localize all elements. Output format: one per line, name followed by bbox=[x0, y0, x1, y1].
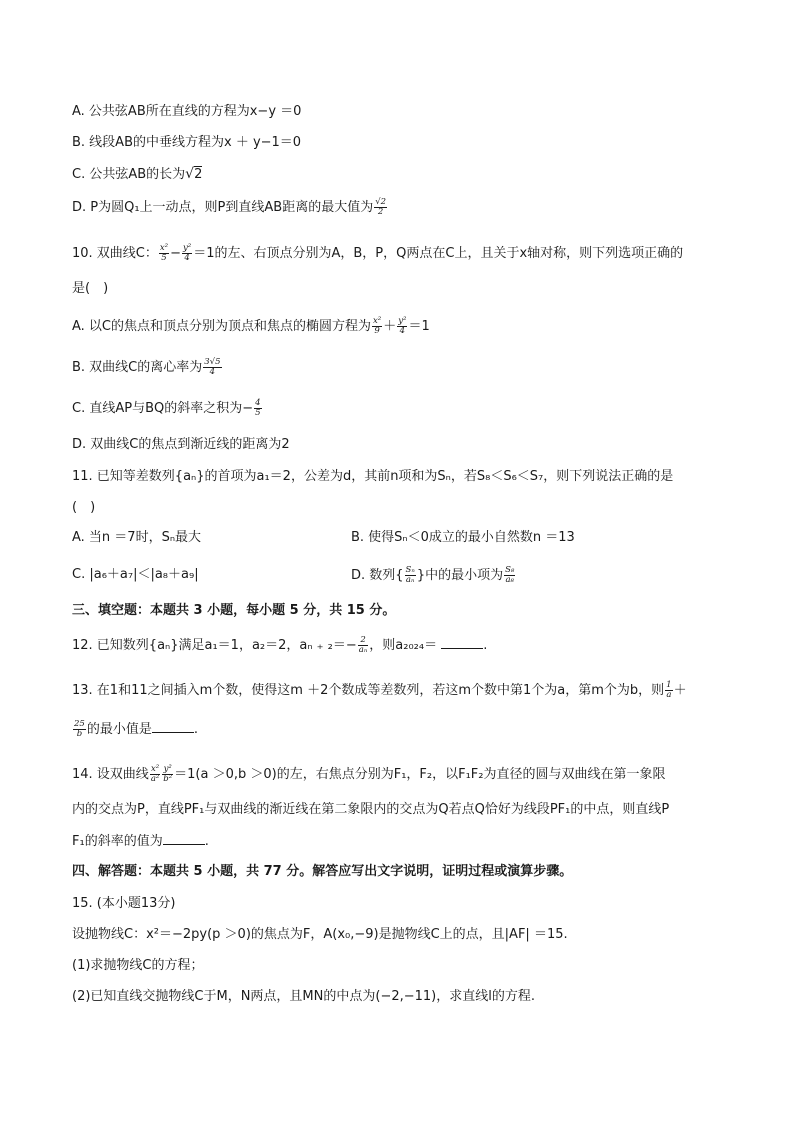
fraction: $\frac{3√5}{4}$ bbox=[204, 357, 221, 377]
q13-stem-cont: $\frac{25}{b}$ 的最小值是 . bbox=[74, 719, 198, 739]
q11-option-a: A. 当n ＝7时，Sₙ最大 bbox=[72, 530, 202, 545]
q12-stem: 12. 已知数列{aₙ}满足a₁＝1，a₂＝2，aₙ ₊ ₂＝− $\frac{2}{\text{aₙ}}$ ，则a₂₀₂₄＝ . bbox=[72, 635, 488, 655]
fraction: $\frac{\text{S₈}}{\text{a₈}}$ bbox=[505, 565, 515, 585]
q11-option-b: B. 使得Sₙ＜0成立的最小自然数n ＝13 bbox=[351, 530, 575, 545]
q14-stem-line3: F₁的斜率的值为 . bbox=[72, 834, 209, 849]
fraction: $\frac{\text{y²}}{4}$ bbox=[398, 316, 407, 336]
q10-stem: 10. 双曲线C： $\frac{\text{x²}}{5}$ − $\frac{\text{y²}}{4}$ ＝1的左、右顶点分别为A，B，P，Q两点在C上，且关于x轴对称，则下列选项正确的 bbox=[72, 243, 684, 263]
answer-blank bbox=[441, 636, 483, 649]
answer-blank bbox=[152, 720, 194, 733]
q13-stem: 13. 在1和11之间插入m个数，使得这m ＋2个数成等差数列，若这m个数中第1个为a，第m个为b，则 $\frac{1}{a}$ ＋ bbox=[72, 680, 687, 700]
q9-option-b: B. 线段AB的中垂线方程为x ＋ y−1＝0 bbox=[72, 135, 302, 150]
fraction: $\frac{\text{x²}}{5}$ bbox=[159, 243, 169, 263]
fraction: $\frac{2}{\text{aₙ}}$ bbox=[358, 635, 368, 655]
q10-option-a: A. 以C的焦点和顶点分别为顶点和焦点的椭圆方程为 $\frac{\text{x²}}{9}$ ＋ $\frac{\text{y²}}{4}$ ＝1 bbox=[72, 316, 430, 336]
fraction: $\frac{\text{y²}}{4}$ bbox=[183, 243, 192, 263]
sqrt-radicand: 2 bbox=[194, 167, 203, 182]
q11-paren: ( ) bbox=[72, 500, 96, 515]
q11-option-d: D. 数列{ $\frac{\text{Sₙ}}{\text{aₙ}}$ }中的最小项为 $\frac{\text{S₈}}{\text{a₈}}$ bbox=[351, 565, 515, 585]
q15-part1: (1)求抛物线C的方程； bbox=[72, 958, 204, 973]
q9-option-d: D. P为圆Q₁上一动点，则P到直线AB距离的最大值为 $\frac{√2}{2}$ bbox=[72, 197, 387, 217]
answer-blank bbox=[163, 832, 205, 845]
fraction: $\frac{25}{b}$ bbox=[74, 719, 85, 739]
q14-stem: 14. 设双曲线 $\frac{\text{x²}}{\text{a²}}$ $\frac{\text{y²}}{\text{b²}}$ ＝1(a ＞0,b ＞0)的左，右焦点分别为F₁，F₂，以F₁F₂为直径的圆与双曲线在第一象限 bbox=[72, 764, 666, 784]
q15-title: 15. (本小题13分) bbox=[72, 896, 176, 911]
q10-option-d: D. 双曲线C的焦点到渐近线的距离为2 bbox=[72, 437, 290, 452]
fraction: $\frac{\text{x²}}{9}$ bbox=[373, 316, 382, 336]
q9-option-c: C. 公共弦AB的长为√2 bbox=[72, 166, 203, 182]
fraction: $\frac{\text{x²}}{\text{a²}}$ bbox=[150, 764, 160, 784]
q11-option-c: C. |a₆＋a₇|＜|a₈＋a₉| bbox=[72, 567, 199, 582]
q9-option-a: A. 公共弦AB所在直线的方程为x−y ＝0 bbox=[72, 104, 302, 119]
fraction: $\frac{\text{y²}}{\text{b²}}$ bbox=[163, 764, 173, 784]
fraction: $\frac{1}{a}$ bbox=[666, 680, 672, 700]
q11-stem: 11. 已知等差数列{aₙ}的首项为a₁＝2，公差为d，其前n项和为Sₙ，若S₈＜S₆＜S₇，则下列说法正确的是 bbox=[72, 469, 674, 484]
q10-stem-cont: 是( ) bbox=[72, 281, 109, 296]
q10-option-c: C. 直线AP与BQ的斜率之积为− $\frac{4}{5}$ bbox=[72, 398, 261, 418]
fraction: $\frac{√2}{2}$ bbox=[375, 197, 387, 217]
section-title-solutions: 四、解答题：本题共 5 小题，共 77 分。解答应写出文字说明，证明过程或演算步骤。 bbox=[72, 864, 573, 879]
q15-part2: (2)已知直线交抛物线C于M，N两点，且MN的中点为(−2,−11)，求直线l的方程. bbox=[72, 989, 535, 1004]
fraction: $\frac{\text{Sₙ}}{\text{aₙ}}$ bbox=[405, 565, 415, 585]
q15-stem: 设抛物线C：x²＝−2py(p ＞0)的焦点为F，A(x₀,−9)是抛物线C上的点，且|AF| ＝15. bbox=[72, 927, 568, 942]
q10-option-b: B. 双曲线C的离心率为 $\frac{3√5}{4}$ bbox=[72, 357, 221, 377]
q14-stem-line2: 内的交点为P，直线PF₁与双曲线的渐近线在第二象限内的交点为Q若点Q恰好为线段PF₁的中点，则直线P bbox=[72, 802, 670, 817]
section-title-fill-in: 三、填空题：本题共 3 小题，每小题 5 分，共 15 分。 bbox=[72, 603, 396, 618]
fraction: $\frac{4}{5}$ bbox=[255, 398, 261, 418]
